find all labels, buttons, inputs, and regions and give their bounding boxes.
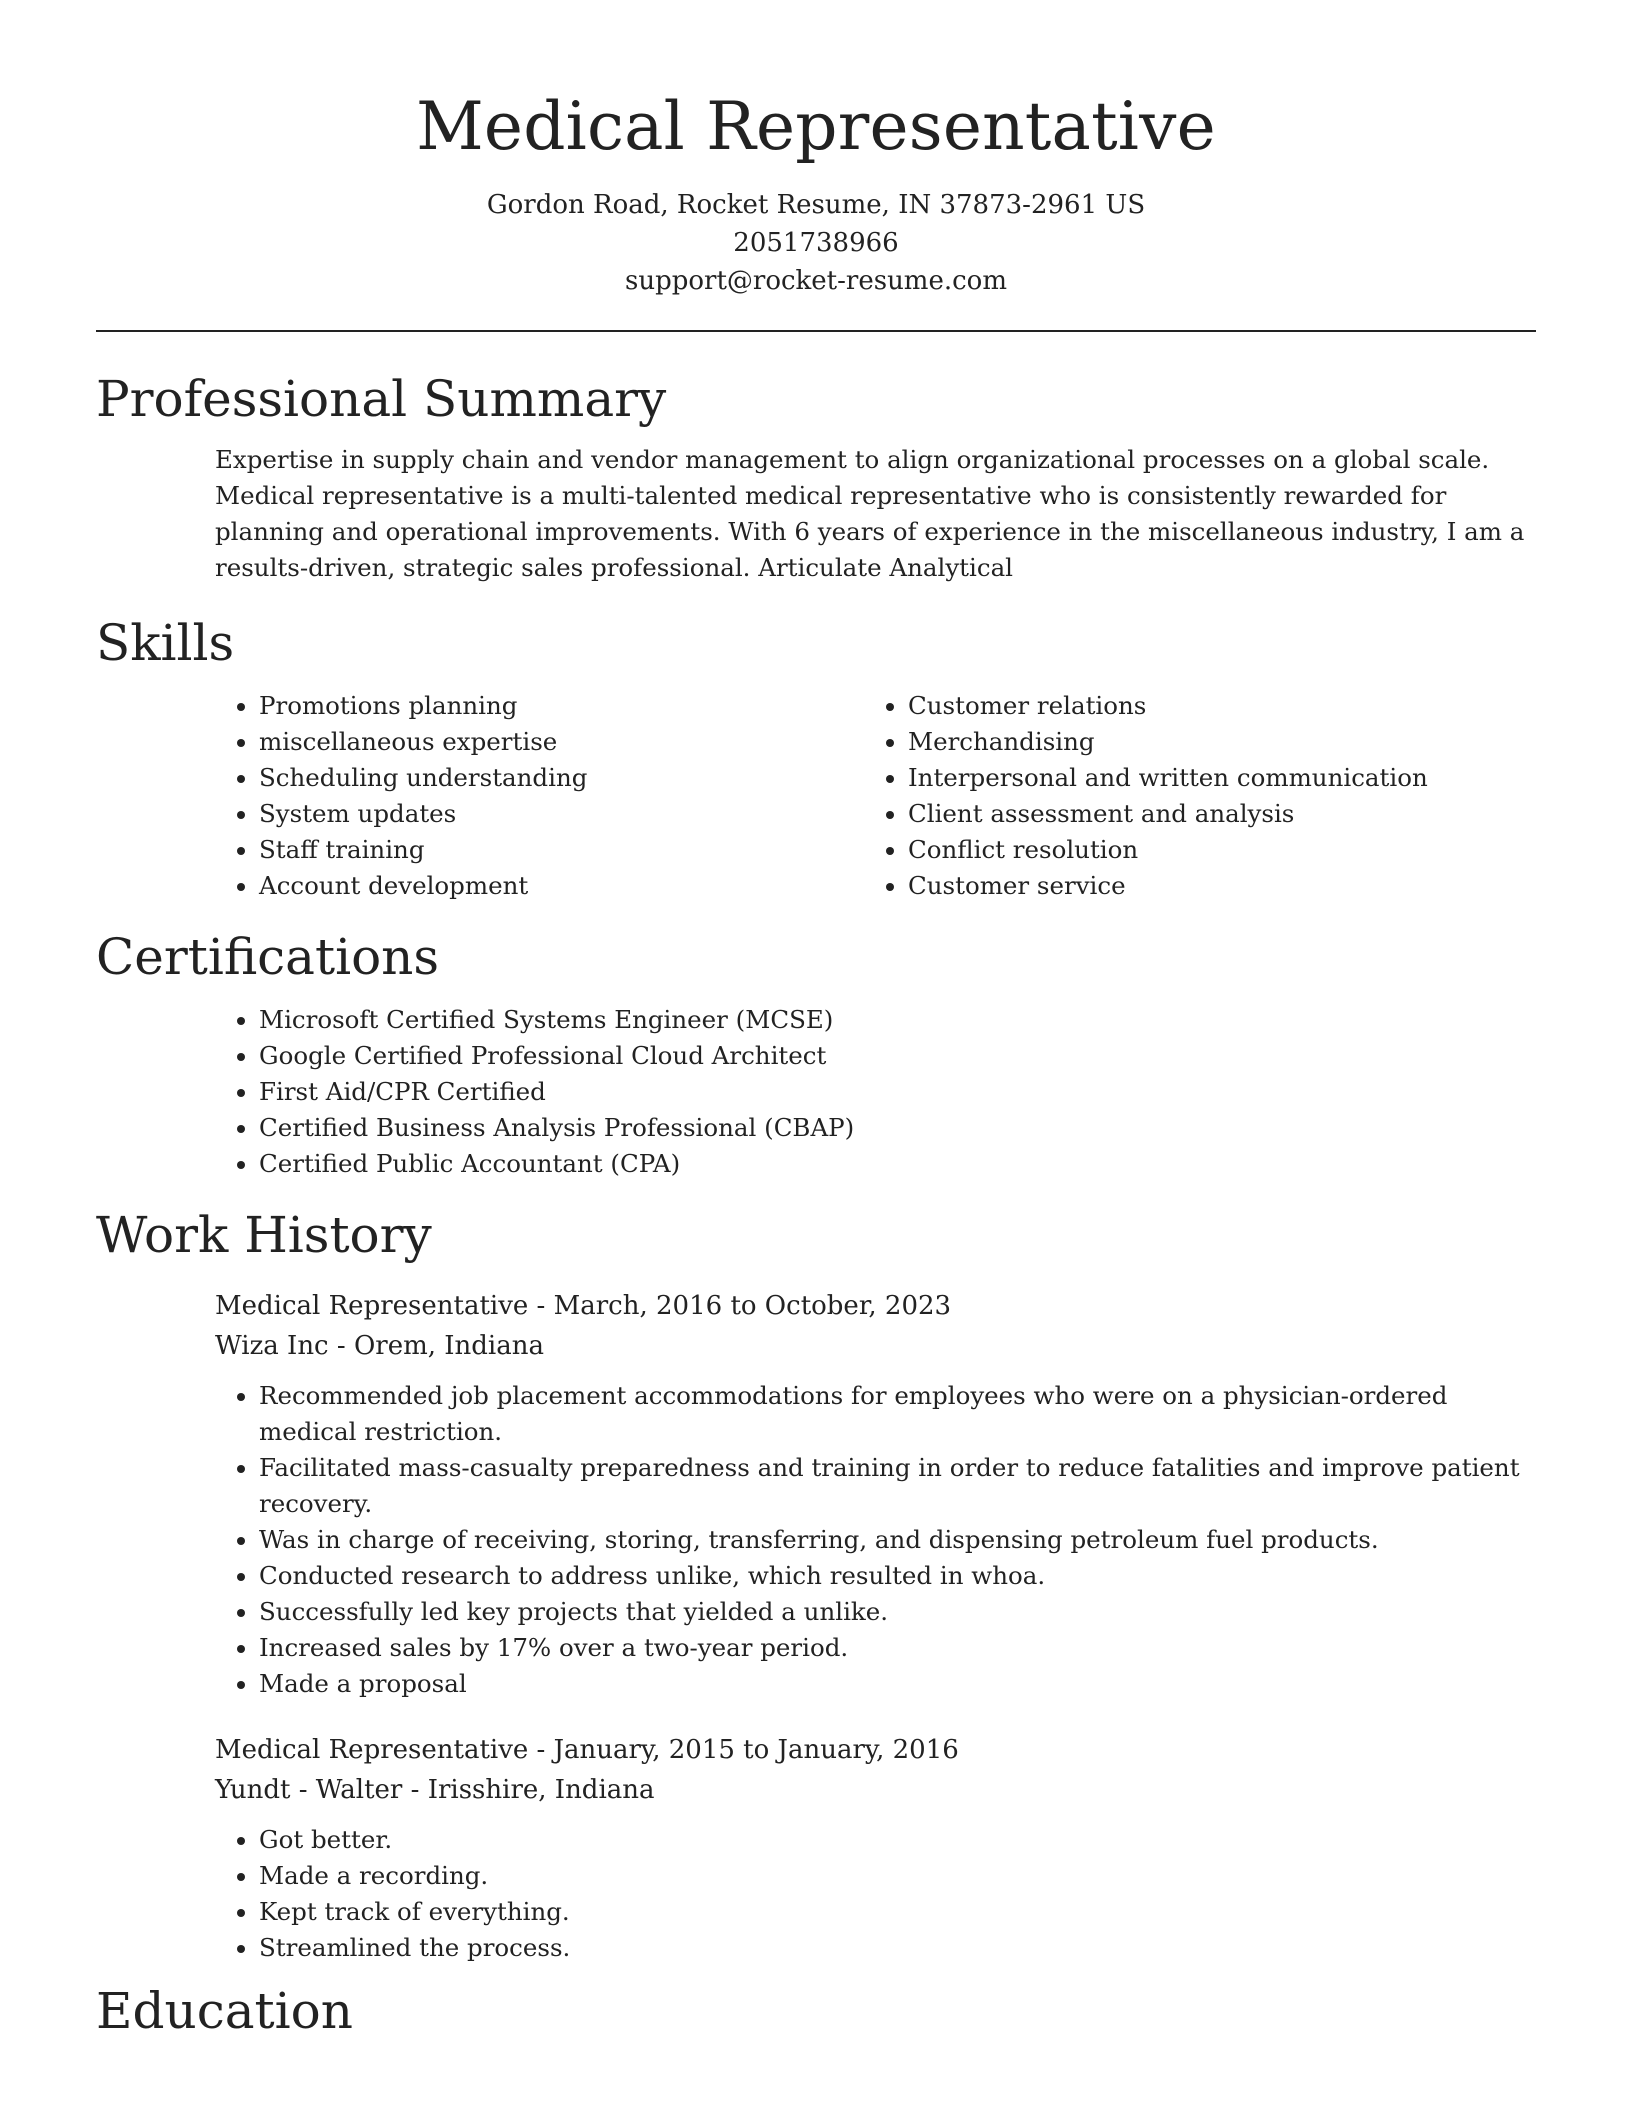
skills-heading: Skills	[96, 614, 235, 672]
job-bullet: • Was in charge of receiving, storing, transferring, and dispensing petroleum fuel products.	[259, 1522, 1536, 1558]
contact-address: Gordon Road, Rocket Resume, IN 37873-2961 US	[486, 190, 1146, 220]
certifications-section	[96, 926, 1536, 1182]
certifications-heading: Certifications	[96, 928, 440, 986]
skills-column-right	[864, 688, 1513, 904]
skill-item: • Promotions planning	[259, 688, 864, 724]
job-dates: March, 2016 to October, 2023	[553, 1291, 952, 1321]
header-divider	[96, 330, 1536, 332]
skill-item: • Staff training	[259, 832, 864, 868]
job-separator: -	[528, 1291, 554, 1321]
certification-item: • Microsoft Certified Systems Engineer (MCSE)	[259, 1002, 1536, 1038]
job-bullet: • Streamlined the process.	[259, 1930, 1536, 1966]
job-title-line	[215, 1730, 1536, 1770]
certification-item: • Google Certified Professional Cloud Architect	[259, 1038, 1536, 1074]
job-bullet: • Got better.	[259, 1822, 1536, 1858]
job-bullet: • Facilitated mass-casualty preparedness and training in order to reduce fatalities and improve patient recovery.	[259, 1450, 1536, 1522]
resume-page	[96, 0, 1536, 2042]
job-bullet: • Increased sales by 17% over a two-year period.	[259, 1630, 1536, 1666]
job-company: Yundt - Walter	[215, 1775, 403, 1805]
skill-item: • Customer service	[908, 868, 1513, 904]
job-bullets	[215, 1822, 1536, 1966]
skills-section	[96, 612, 1536, 904]
skill-item: • Client assessment and analysis	[908, 796, 1513, 832]
job-bullet: • Kept track of everything.	[259, 1894, 1536, 1930]
job-location: Orem, Indiana	[353, 1331, 544, 1361]
skill-item: • Scheduling understanding	[259, 760, 864, 796]
summary-heading: Professional Summary	[96, 370, 667, 428]
job-company-line	[215, 1770, 1536, 1810]
skill-item: • Customer relations	[908, 688, 1513, 724]
contact-email: support@rocket-resume.com	[624, 266, 1007, 296]
job-separator: -	[328, 1331, 354, 1361]
certifications-list	[215, 1002, 1536, 1182]
job-title: Medical Representative	[215, 1735, 529, 1765]
job-bullets	[215, 1378, 1536, 1702]
job-entry	[215, 1730, 1536, 1966]
skills-columns	[215, 688, 1536, 904]
education-section	[96, 1980, 1536, 2042]
skill-item: • Merchandising	[908, 724, 1513, 760]
skill-item: • Interpersonal and written communication	[908, 760, 1513, 796]
job-bullet: • Made a recording.	[259, 1858, 1536, 1894]
job-entry	[215, 1286, 1536, 1702]
summary-text: Expertise in supply chain and vendor management to align organizational processes on a global scale. Medical representative is a multi-talented medical representative who is consistently rewarded for planning and operational improvements. With 6 years of experience in the miscellaneous industry, I am a results-driven, strategic sales professional. Articulate Analytical	[215, 445, 1525, 582]
resume-title: Medical Representative	[416, 88, 1216, 165]
job-dates: January, 2015 to January, 2016	[553, 1735, 959, 1765]
job-bullet: • Conducted research to address unlike, which resulted in whoa.	[259, 1558, 1536, 1594]
certification-item: • Certified Business Analysis Professional (CBAP)	[259, 1110, 1536, 1146]
work-history-section	[96, 1204, 1536, 1966]
job-company: Wiza Inc	[215, 1331, 329, 1361]
certification-item: • Certified Public Accountant (CPA)	[259, 1146, 1536, 1182]
contact-block	[96, 186, 1536, 300]
education-heading: Education	[96, 1982, 353, 2040]
skill-item: • System updates	[259, 796, 864, 832]
job-location: Irisshire, Indiana	[427, 1775, 655, 1805]
skills-list-left	[215, 688, 864, 904]
summary-section	[96, 368, 1536, 586]
job-bullet: • Successfully led key projects that yielded a unlike.	[259, 1594, 1536, 1630]
certification-item: • First Aid/CPR Certified	[259, 1074, 1536, 1110]
job-bullet: • Recommended job placement accommodations for employees who were on a physician-ordered medical restriction.	[259, 1378, 1536, 1450]
job-separator: -	[402, 1775, 428, 1805]
skill-item: • miscellaneous expertise	[259, 724, 864, 760]
job-separator: -	[528, 1735, 554, 1765]
skills-list-right	[864, 688, 1513, 904]
contact-phone: 2051738966	[733, 228, 899, 258]
skills-column-left	[215, 688, 864, 904]
skill-item: • Conflict resolution	[908, 832, 1513, 868]
job-title-line	[215, 1286, 1536, 1326]
job-bullet: • Made a proposal	[259, 1666, 1536, 1702]
work-history-heading: Work History	[96, 1206, 432, 1264]
job-company-line	[215, 1326, 1536, 1366]
skill-item: • Account development	[259, 868, 864, 904]
job-title: Medical Representative	[215, 1291, 529, 1321]
